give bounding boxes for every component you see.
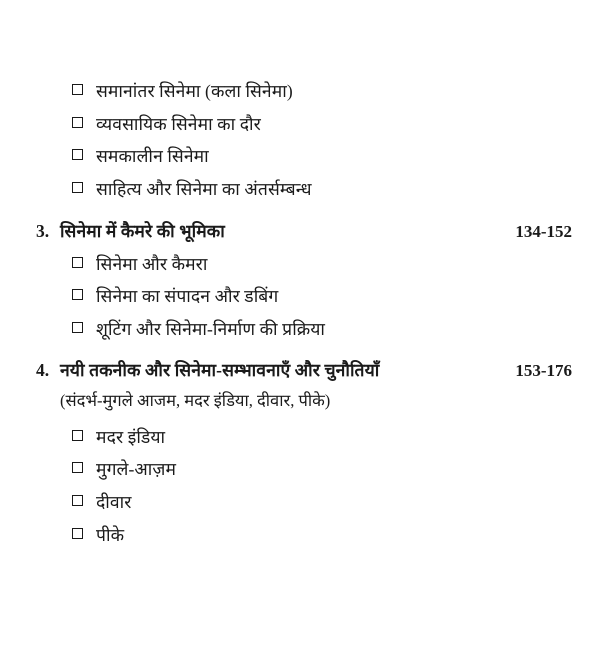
- toc-sub-item-label: सिनेमा और कैमरा: [96, 253, 208, 274]
- toc-sub-item-label: साहित्य और सिनेमा का अंतर्सम्बन्ध: [96, 178, 312, 199]
- toc-sub-item-label: व्यवसायिक सिनेमा का दौर: [96, 113, 261, 134]
- toc-chapter-note: (संदर्भ-मुगले आजम, मदर इंडिया, दीवार, पीके): [60, 391, 331, 411]
- toc-sub-item[interactable]: [36, 80, 572, 104]
- toc-sub-item[interactable]: [36, 318, 572, 342]
- square-bullet-icon: [72, 257, 83, 268]
- toc-chapter-row[interactable]: [36, 219, 572, 243]
- toc-chapter-row[interactable]: [36, 358, 572, 382]
- toc-chapter-page-range: 153-176: [515, 361, 572, 381]
- square-bullet-icon: [72, 495, 83, 506]
- square-bullet-icon: [72, 462, 83, 473]
- toc-sub-item[interactable]: [36, 524, 572, 548]
- toc-sub-item-label: मदर इंडिया: [96, 426, 166, 447]
- toc-sub-item[interactable]: [36, 285, 572, 309]
- toc-sub-item[interactable]: [36, 491, 572, 515]
- toc-sub-item-label: दीवार: [96, 491, 132, 512]
- toc-chapter-number: 4.: [36, 360, 50, 381]
- toc-chapter-page-range: 134-152: [515, 221, 572, 241]
- toc-sub-item-label: सिनेमा का संपादन और डबिंग: [96, 286, 279, 307]
- toc-sub-item[interactable]: [36, 426, 572, 450]
- square-bullet-icon: [72, 289, 83, 300]
- toc-sub-item-label: समानांतर सिनेमा (कला सिनेमा): [96, 81, 293, 101]
- square-bullet-icon: [72, 182, 83, 193]
- square-bullet-icon: [72, 322, 83, 333]
- toc-chapter-number: 3.: [36, 220, 50, 241]
- toc-sub-item-label: शूटिंग और सिनेमा-निर्माण की प्रक्रिया: [96, 318, 326, 339]
- square-bullet-icon: [72, 117, 83, 128]
- toc-sub-item-label: मुगले-आज़म: [96, 459, 177, 480]
- toc-sub-item[interactable]: [36, 113, 572, 137]
- toc-sub-item[interactable]: [36, 178, 572, 202]
- square-bullet-icon: [72, 84, 83, 95]
- toc-sub-item[interactable]: [36, 253, 572, 277]
- toc-sub-item[interactable]: [36, 458, 572, 482]
- toc-chapter-title: सिनेमा में कैमरे की भूमिका: [60, 220, 225, 241]
- square-bullet-icon: [72, 528, 83, 539]
- toc-sub-item[interactable]: [36, 145, 572, 169]
- square-bullet-icon: [72, 430, 83, 441]
- square-bullet-icon: [72, 149, 83, 160]
- toc-sub-item-label: समकालीन सिनेमा: [96, 146, 209, 167]
- toc-sub-item-label: पीके: [96, 524, 125, 545]
- table-of-contents-list: [36, 80, 572, 547]
- toc-chapter-title: नयी तकनीक और सिनेमा-सम्भावनाएँ और चुनौतियाँ: [60, 360, 380, 381]
